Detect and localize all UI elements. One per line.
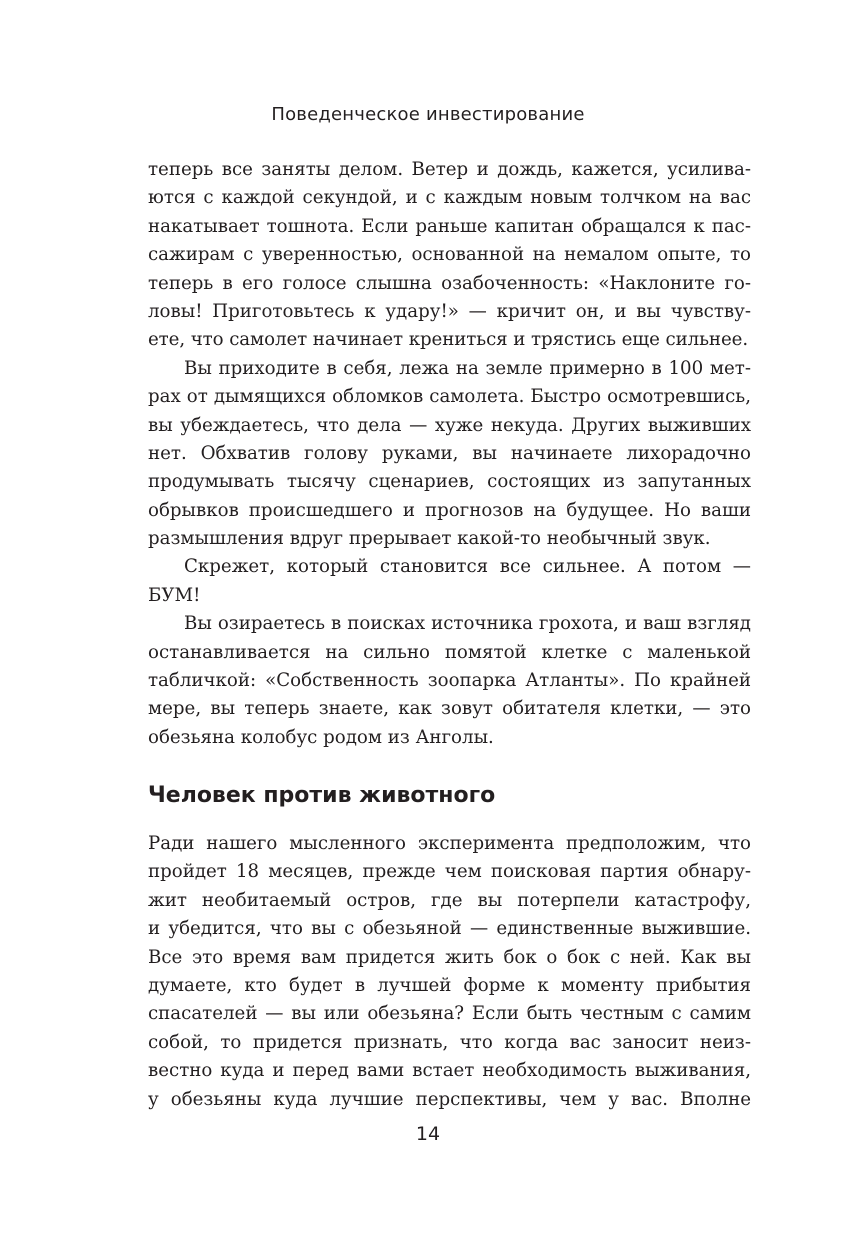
- text-line: и убедится, что вы с обезьяной — единственные выжившие.: [148, 918, 751, 940]
- text-line: спасателей — вы или обезьяна? Если быть честным с самим: [148, 1003, 751, 1025]
- text-line: пройдет 18 месяцев, прежде чем поисковая партия обнару-: [148, 861, 751, 883]
- text-line: табличкой: «Собственность зоопарка Атланты». По крайней: [148, 670, 751, 692]
- body-text-section-b: [148, 830, 751, 1114]
- text-line: останавливается на сильно помятой клетке с маленькой: [148, 641, 751, 663]
- text-line: продумывать тысячу сценариев, состоящих из запутанных: [148, 471, 751, 493]
- text-line: собой, то придется признать, что когда вас заносит неиз-: [148, 1031, 751, 1053]
- text-line: теперь все заняты делом. Ветер и дождь, кажется, усилива-: [148, 159, 751, 180]
- text-line: сажирам с уверенностью, основанной на немалом опыте, то: [148, 244, 751, 266]
- running-header: Поведенческое инвестирование: [271, 104, 585, 125]
- text-line: вестно куда и перед вами встает необходимость выживания,: [148, 1060, 751, 1082]
- text-line: ются с каждой секундой, и с каждым новым толчком на вас: [148, 187, 751, 209]
- text-line: вы убеждаетесь, что дела — хуже некуда. Других выживших: [148, 414, 751, 436]
- text-line: жит необитаемый остров, где вы потерпели катастрофу,: [148, 889, 751, 911]
- body-text-section-a: [148, 156, 751, 752]
- text-line: думаете, кто будет в лучшей форме к моменту прибытия: [148, 974, 751, 996]
- text-line: мере, вы теперь знаете, как зовут обитателя клетки, — это: [148, 698, 751, 720]
- text-line: ловы! Приготовьтесь к удару!» — кричит он, и вы чувству-: [148, 300, 751, 322]
- text-line: у обезьяны куда лучшие перспективы, чем у вас. Вполне: [148, 1088, 751, 1110]
- text-line: накатывает тошнота. Если раньше капитан обращался к пас-: [148, 215, 751, 237]
- text-line: Все это время вам придется жить бок о бок с ней. Как вы: [148, 946, 751, 968]
- text-line: Скрежет, который становится все сильнее. А потом —: [184, 556, 751, 578]
- text-line: Вы озираетесь в поисках источника грохота, и ваш взгляд: [184, 613, 751, 635]
- text-line: обрывков происшедшего и прогнозов на будущее. Но ваши: [148, 499, 751, 521]
- text-line: теперь в его голосе слышна озабоченность: «Наклоните го-: [148, 272, 751, 294]
- text-line: Вы приходите в себя, лежа на земле примерно в 100 мет-: [184, 357, 751, 379]
- text-line: размышления вдруг прерывает какой-то необычный звук.: [148, 528, 711, 550]
- text-line: обезьяна колобус родом из Анголы.: [148, 726, 494, 748]
- section-heading: Человек против животного: [148, 783, 496, 808]
- page-number: 14: [415, 1123, 441, 1145]
- text-line: БУМ!: [148, 584, 201, 606]
- text-line: Ради нашего мысленного эксперимента предположим, что: [148, 833, 751, 854]
- text-line: нет. Обхватив голову руками, вы начинаете лихорадочно: [148, 442, 751, 464]
- text-line: рах от дымящихся обломков самолета. Быстро осмотревшись,: [148, 386, 751, 408]
- text-line: ете, что самолет начинает крениться и трястись еще сильнее.: [148, 329, 749, 351]
